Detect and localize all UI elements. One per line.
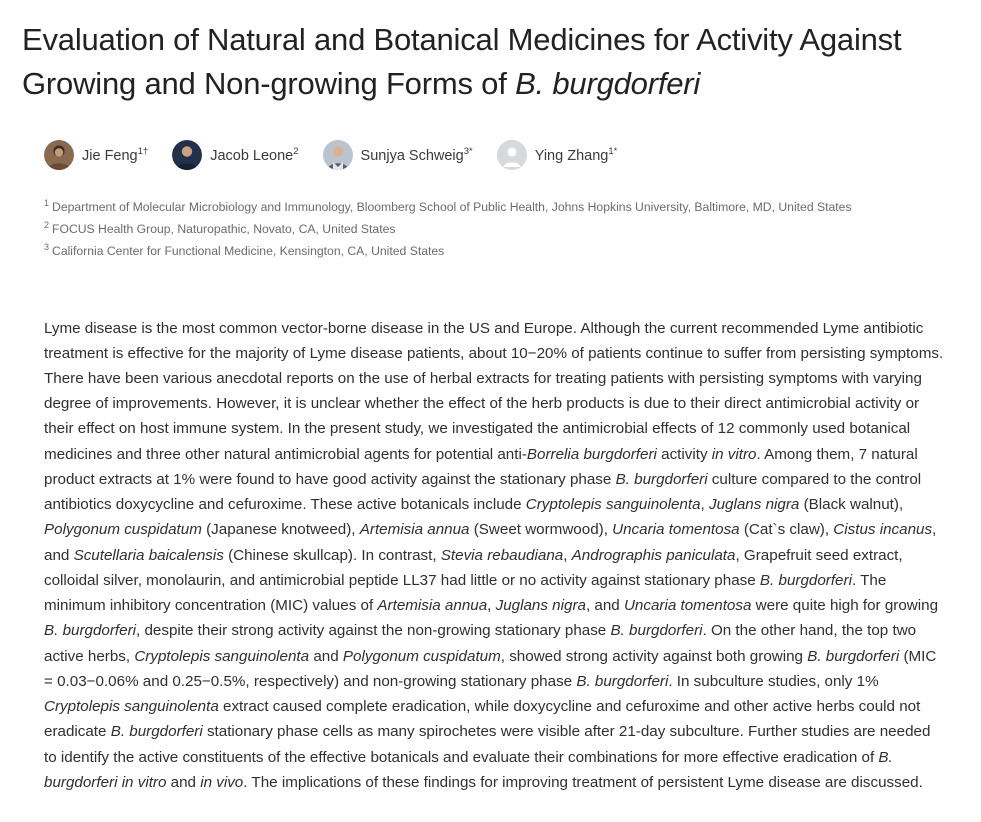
affiliation-text: California Center for Functional Medicine, Kensington, CA, United States <box>52 243 445 258</box>
author-name: Ying Zhang$^{1*}$ <box>534 146 618 164</box>
affiliation-item <box>44 196 955 218</box>
affiliation-number: 3 <box>44 241 50 252</box>
affiliation-number: 2 <box>44 219 50 230</box>
author-item[interactable] <box>44 140 148 170</box>
avatar <box>44 140 74 170</box>
title-italic-species: B. burgdorferi <box>515 66 701 102</box>
author-name: Sunjya Schweig$^{3*}$ <box>360 146 473 164</box>
page-title <box>22 18 955 106</box>
author-item[interactable] <box>497 140 618 170</box>
author-affil-sup: 1† <box>137 146 149 158</box>
placeholder-avatar-icon <box>497 140 527 170</box>
author-name: Jie Feng$^{1\dagger}$ <box>82 146 149 164</box>
affiliation-text: FOCUS Health Group, Naturopathic, Novato, CA, United States <box>52 221 396 236</box>
author-list <box>44 140 955 170</box>
author-affil-sup: 3* <box>463 146 473 158</box>
abstract-text: Lyme disease is the most common vector-borne disease in the US and Europe. Although the current recommended Lyme antibiotic treatment is effective for the majority of Lyme disease patients, about 10−20% of patients continue to suffer from persisting symptoms. There have been various anecdotal reports on the use of herbal extracts for treating patients with persisting symptoms with varying degree of improvements. However, it is unclear whether the effect of the herb products is due to their direct antimicrobial activity or their effect on host immune system. In the present study, we investigated the antimicrobial effects of 12 commonly used botanical medicines and three other natural antimicrobial agents for potential anti-Borrelia burgdorferi activity in vitro. Among them, 7 natural product extracts at 1% were found to have good activity against the stationary phase B. burgdorferi culture compared to the control antibiotics doxycycline and cefuroxime. These active botanicals include Cryptolepis sanguinolenta, Juglans nigra (Black walnut), Polygonum cuspidatum (Japanese knotweed), Artemisia annua (Sweet wormwood), Uncaria tomentosa (Cat`s claw), Cistus incanus, and Scutellaria baicalensis (Chinese skullcap). In contrast, Stevia rebaudiana, Andrographis paniculata, Grapefruit seed extract, colloidal silver, monolaurin, and antimicrobial peptide LL37 had little or no activity against stationary phase B. burgdorferi. The minimum inhibitory concentration (MIC) values of Artemisia annua, Juglans nigra, and Uncaria tomentosa were quite high for growing B. burgdorferi, despite their strong activity against the non-growing stationary phase B. burgdorferi. On the other hand, the top two active herbs, Cryptolepis sanguinolenta and Polygonum cuspidatum, showed strong activity against both growing B. burgdorferi (MIC = 0.03−0.06% and 0.25−0.5%, respectively) and non-growing stationary phase B. burgdorferi. In subculture studies, only 1% Cryptolepis sanguinolenta extract caused complete eradication, while doxycycline and cefuroxime and other active herbs could not eradicate B. burgdorferi stationary phase cells as many spirochetes were visible after 21-day subculture. Further studies are needed to identify the active constituents of the effective botanicals and evaluate their combinations for more effective eradication of B. burgdorferi in vitro and in vivo. The implications of these findings for improving treatment of persistent Lyme disease are discussed. <box>44 319 944 791</box>
title-text: Evaluation of Natural and Botanical Medicines for Activity Against Growing and Non-growing Forms of <box>22 22 902 102</box>
author-affil-sup: 2 <box>293 146 299 158</box>
avatar <box>323 140 353 170</box>
author-item[interactable] <box>172 140 298 170</box>
author-name: Jacob Leone$^2$ <box>210 146 299 164</box>
affiliation-list <box>44 196 955 261</box>
affiliation-text: Department of Molecular Microbiology and Immunology, Bloomberg School of Public Health, Johns Hopkins University, Baltimore, MD, United States <box>52 200 852 215</box>
affiliation-number: 1 <box>44 198 50 209</box>
affiliation-item <box>44 240 955 262</box>
avatar <box>172 140 202 170</box>
author-item[interactable] <box>323 140 473 170</box>
author-affil-sup: 1* <box>608 146 618 158</box>
affiliation-item <box>44 218 955 240</box>
